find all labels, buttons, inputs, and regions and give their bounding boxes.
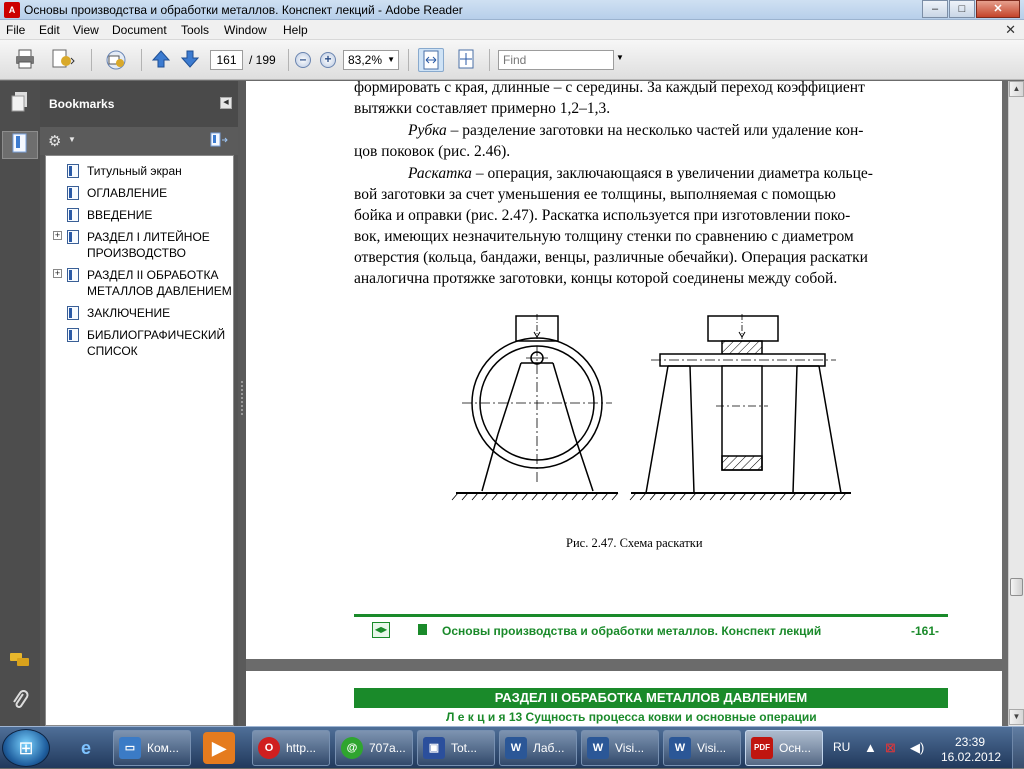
window-controls <box>921 0 1020 18</box>
paragraph-line-text: Рубка – разделение заготовки на несколько частей или удаление кон- <box>408 122 864 139</box>
taskbar-label: 707a... <box>369 741 406 755</box>
collapse-panel-icon[interactable]: ◀ <box>220 97 232 109</box>
taskbar-item[interactable] <box>663 730 741 766</box>
clock-time[interactable]: 23:39 <box>954 735 986 749</box>
paragraph-line: вой заготовки за счет уменьшения ее толщины, выполняемая с помощью <box>354 186 836 203</box>
computer-icon: ▭ <box>119 737 141 759</box>
word-icon: W <box>505 737 527 759</box>
expand-plus-icon[interactable]: + <box>54 230 61 240</box>
panel-splitter[interactable] <box>238 81 246 726</box>
menu-document[interactable]: Document <box>112 23 167 37</box>
bookmarks-title: Bookmarks <box>49 97 115 111</box>
paragraph-line: формировать с края, длинные – с середины. За каждый переход коэффициент <box>354 81 865 96</box>
show-hidden-icons-chevron-icon[interactable]: ▲ <box>864 740 877 755</box>
paragraph-line: цов поковок (рис. 2.46). <box>354 143 511 160</box>
taskbar-item-active[interactable] <box>745 730 823 766</box>
scroll-up-arrow-icon[interactable]: ▲ <box>1009 81 1024 97</box>
word-icon: W <box>587 737 609 759</box>
start-button[interactable]: ⊞ <box>2 729 50 767</box>
bookmarks-panel <box>40 81 238 726</box>
taskbar-item[interactable] <box>113 730 191 766</box>
clock-date[interactable]: 16.02.2012 <box>940 750 1002 764</box>
title-bar <box>0 0 1024 20</box>
taskbar-label: http... <box>286 741 317 755</box>
footer-page-number: -161- <box>911 624 940 638</box>
bookmarks-header <box>40 81 238 127</box>
bookmark-item[interactable] <box>46 163 233 181</box>
menu-help[interactable]: Help <box>283 23 308 37</box>
create-pdf-icon[interactable] <box>50 48 74 72</box>
navigation-rail <box>0 81 40 726</box>
bookmark-item[interactable] <box>46 267 233 301</box>
paragraph-line: вытяжки составляет примерно 1,2–1,3. <box>354 100 611 117</box>
term-italic: Раскатка <box>408 165 472 182</box>
zoom-level-select[interactable] <box>343 50 399 70</box>
bookmark-label: ЗАКЛЮЧЕНИЕ <box>87 306 171 320</box>
menu-bar <box>0 20 1024 40</box>
pdf-page <box>246 81 1002 659</box>
chevron-down-icon[interactable]: ▼ <box>387 55 395 64</box>
find-input[interactable]: Find <box>498 50 614 70</box>
term-italic: Рубка <box>408 122 447 139</box>
bookmark-label: ОГЛАВЛЕНИЕ <box>87 186 168 200</box>
paragraph-line: вок, имеющих незначительную толщину стенки по сравнению с диаметром <box>354 228 854 245</box>
find-options-chevron-icon[interactable]: ▼ <box>616 53 624 62</box>
document-view[interactable] <box>246 81 1008 726</box>
opera-icon: O <box>258 737 280 759</box>
bookmark-item[interactable] <box>46 229 233 263</box>
taskbar-label: Осн... <box>779 741 811 755</box>
taskbar-item[interactable] <box>581 730 659 766</box>
bookmark-icon <box>67 230 79 244</box>
fit-width-icon[interactable] <box>418 48 444 72</box>
total-commander-icon: ▣ <box>423 737 445 759</box>
bookmarks-list <box>45 155 234 726</box>
menu-edit[interactable]: Edit <box>39 23 60 37</box>
taskbar <box>0 726 1024 768</box>
bookmark-icon <box>67 164 79 178</box>
splitter-grip <box>241 381 243 417</box>
document-icon <box>418 624 427 635</box>
expand-bookmark-icon[interactable] <box>210 132 228 151</box>
toolbar <box>0 40 1024 80</box>
footer-divider <box>354 614 948 617</box>
lecture-subtitle: Л е к ц и я 13 Сущность процесса ковки и основные операции <box>446 710 817 724</box>
bookmark-label: БИБЛИОГРАФИЧЕСКИЙ СПИСОК <box>87 328 226 358</box>
paragraph-line: бойка и оправки (рис. 2.47). Раскатка используется при изготовлении поко- <box>354 207 851 224</box>
bookmark-label: Титульный экран <box>87 164 182 178</box>
word-icon: W <box>669 737 691 759</box>
close-document-icon[interactable]: ✕ <box>1005 22 1016 37</box>
attachments-icon[interactable] <box>8 689 32 717</box>
volume-icon[interactable]: ◀) <box>910 740 925 755</box>
figure-rolling-scheme <box>446 306 856 521</box>
mailru-agent-icon: @ <box>341 737 363 759</box>
scrollbar-thumb[interactable] <box>1010 578 1023 596</box>
network-icon[interactable]: ⊠ <box>885 740 896 755</box>
maximize-button[interactable]: □ <box>949 0 975 18</box>
right-view <box>630 314 851 500</box>
menu-window[interactable]: Window <box>224 23 267 37</box>
comments-icon[interactable] <box>8 649 32 677</box>
bookmark-label: ВВЕДЕНИЕ <box>87 208 153 222</box>
bookmark-item[interactable] <box>46 207 233 225</box>
taskbar-item[interactable] <box>335 730 413 766</box>
toolbar-separator <box>288 49 289 71</box>
navigation-icon[interactable]: ◀▶ <box>372 622 390 638</box>
left-view <box>452 314 618 500</box>
expand-plus-icon[interactable]: + <box>54 268 61 278</box>
paragraph-line: Раскатка – операция, заключающаяся в увеличении диаметра кольце- <box>408 165 873 182</box>
zoom-level-value: 83,2% <box>348 53 383 67</box>
taskbar-item[interactable] <box>417 730 495 766</box>
toolbar-separator <box>408 49 409 71</box>
gear-icon[interactable]: ⚙ <box>48 133 62 150</box>
zoom-in-button[interactable]: + <box>320 52 336 68</box>
footer-title: Основы производства и обработки металлов. Конспект лекций <box>442 624 822 638</box>
bookmarks-panel-icon[interactable] <box>2 131 38 159</box>
pdf-page <box>246 671 1002 726</box>
close-button[interactable]: ✕ <box>976 0 1020 18</box>
bookmark-icon <box>67 306 79 320</box>
bookmark-label: РАЗДЕЛ I ЛИТЕЙНОЕ ПРОИЗВОДСТВО <box>87 230 210 260</box>
paragraph-line: аналогична протяжке заготовки, концы которой соединены между собой. <box>354 270 838 287</box>
adobe-pdf-icon: PDF <box>751 737 773 759</box>
bookmark-label: РАЗДЕЛ II ОБРАБОТКА МЕТАЛЛОВ ДАВЛЕНИЕМ <box>87 268 232 298</box>
page-thumbnails-icon[interactable] <box>8 91 32 119</box>
toolbar-separator <box>91 49 92 71</box>
paragraph-line: отверстия (кольца, бандажи, венцы, различные обечайки). Операция раскатки <box>354 249 868 266</box>
figure-caption: Рис. 2.47. Схема раскатки <box>566 536 703 550</box>
menu-tools[interactable]: Tools <box>181 23 210 37</box>
page-total: / 199 <box>249 53 276 67</box>
paragraph-line <box>408 120 863 141</box>
taskbar-label: Tot... <box>451 741 478 755</box>
bookmark-item[interactable] <box>46 305 233 323</box>
language-indicator[interactable]: RU <box>833 740 851 754</box>
internet-explorer-icon[interactable]: e <box>80 738 91 758</box>
media-player-icon[interactable]: ▶ <box>203 732 235 764</box>
toolbar-separator <box>141 49 142 71</box>
taskbar-label: Visi... <box>697 741 727 755</box>
menu-view[interactable]: View <box>73 23 99 37</box>
bookmark-item[interactable] <box>46 185 233 203</box>
vertical-scrollbar[interactable] <box>1008 81 1024 726</box>
taskbar-label: Лаб... <box>533 741 565 755</box>
section-header-bar: РАЗДЕЛ II ОБРАБОТКА МЕТАЛЛОВ ДАВЛЕНИЕМ <box>354 688 948 708</box>
bookmark-icon <box>67 328 79 342</box>
taskbar-item[interactable] <box>499 730 577 766</box>
fit-page-icon[interactable] <box>454 48 478 72</box>
taskbar-item[interactable] <box>252 730 330 766</box>
bookmarks-toolbar <box>40 127 238 155</box>
bookmark-icon <box>67 186 79 200</box>
zoom-out-button[interactable]: – <box>295 52 311 68</box>
show-desktop-button[interactable] <box>1012 727 1024 769</box>
menu-file[interactable]: File <box>6 23 26 37</box>
bookmark-icon <box>67 268 79 282</box>
taskbar-label: Visi... <box>615 741 645 755</box>
taskbar-label: Ком... <box>147 741 179 755</box>
print-icon[interactable] <box>13 48 37 72</box>
adobe-reader-app-icon: A <box>4 2 20 18</box>
share-icon[interactable] <box>104 48 128 72</box>
bookmark-item[interactable] <box>46 327 233 361</box>
window-title: Основы производства и обработки металлов. Конспект лекций - Adobe Reader <box>24 3 463 17</box>
chevron-down-icon[interactable]: ▼ <box>68 135 76 144</box>
minimize-button[interactable]: – <box>922 0 948 18</box>
previous-page-icon[interactable] <box>149 48 173 72</box>
toolbar-separator <box>489 49 490 71</box>
page-number-input[interactable]: 161 <box>210 50 243 70</box>
scroll-down-arrow-icon[interactable]: ▼ <box>1009 709 1024 725</box>
next-page-icon[interactable] <box>178 48 202 72</box>
bookmark-icon <box>67 208 79 222</box>
